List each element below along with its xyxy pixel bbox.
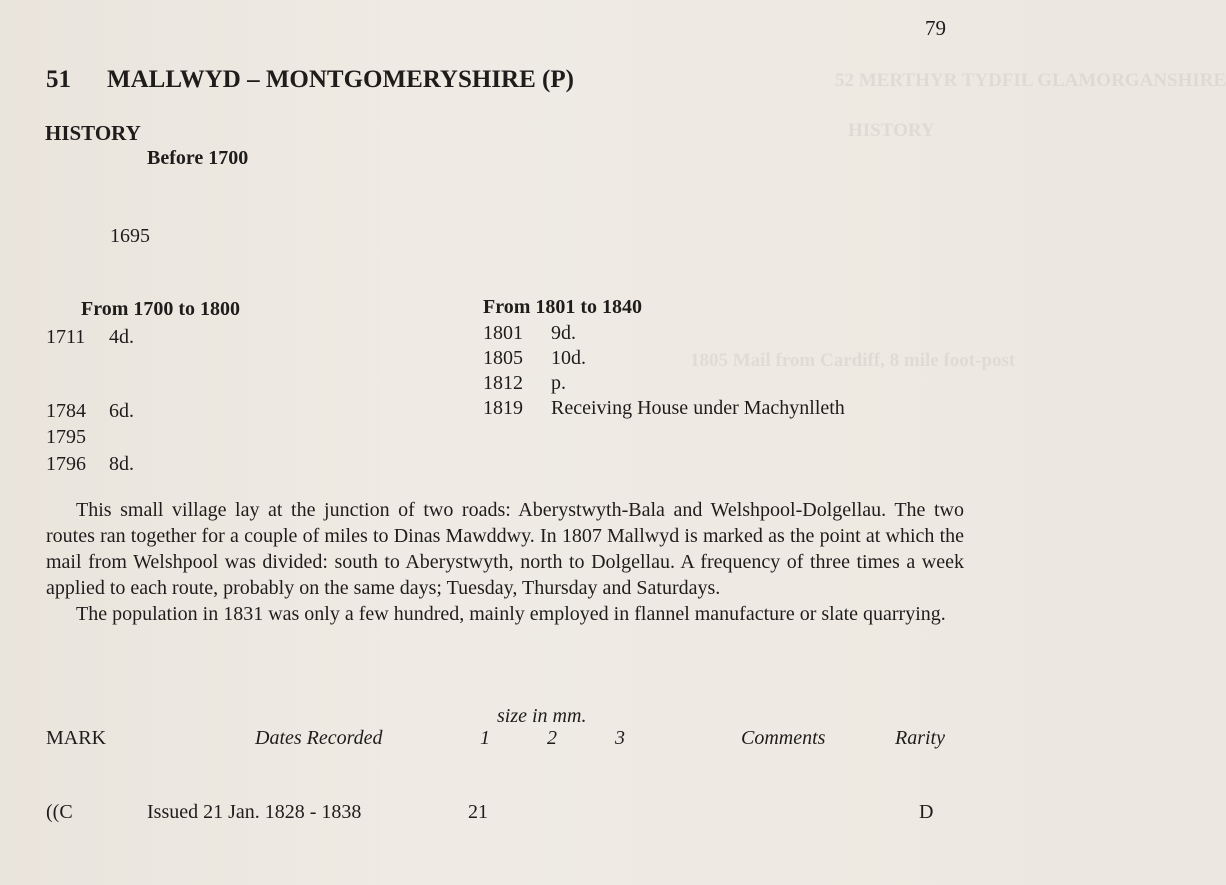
col1-year: 1711	[46, 326, 86, 348]
before-1700-heading: Before 1700	[147, 147, 249, 169]
header-dates: Dates Recorded	[255, 727, 383, 749]
page-number: 79	[925, 16, 946, 40]
size-caption: size in mm.	[497, 705, 587, 727]
col1-year: 1796	[46, 453, 86, 475]
col2-rate: 9d.	[551, 322, 576, 344]
rarity-cell: D	[919, 801, 934, 823]
size1-cell: 21	[468, 801, 488, 823]
col2-rate: Receiving House under Machynlleth	[551, 397, 845, 419]
col2-year: 1805	[483, 347, 523, 369]
col1-year: 1784	[46, 400, 86, 422]
show-through-text: HISTORY	[848, 120, 935, 141]
header-rarity: Rarity	[895, 727, 945, 749]
col1-rate: 4d.	[109, 326, 134, 348]
col1-rate: 8d.	[109, 453, 134, 475]
body-text	[46, 497, 964, 627]
history-heading: HISTORY	[45, 121, 141, 145]
col2-year: 1801	[483, 322, 523, 344]
show-through-text: 1805 Mail from Cardiff, 8 mile foot-post	[690, 350, 1016, 371]
paragraph: This small village lay at the junction of two roads: Aberystwyth-Bala and Welshpool-Dolgellau. The two routes ran together for a couple of miles to Dinas Mawddwy. In 1807 Mallwyd is marked as the point at which the mail from Welshpool was divided: south to Aberystwyth, north to Dolgellau. A frequency of three times a week applied to each route, probably on the same days; Tuesday, Thursday and Saturdays.	[46, 499, 964, 599]
entry-heading	[46, 66, 574, 94]
paragraph: The population in 1831 was only a few hundred, mainly employed in flannel manufacture or slate quarrying.	[76, 603, 946, 625]
col2-rate: 10d.	[551, 347, 586, 369]
header-size-3: 3	[615, 727, 625, 749]
year-1695: 1695	[110, 225, 150, 247]
col1-row	[46, 326, 85, 349]
col2-year: 1812	[483, 372, 523, 394]
mark-cell: ((C	[46, 801, 73, 823]
col2-year: 1819	[483, 397, 523, 419]
col1-heading: From 1700 to 1800	[81, 298, 241, 320]
header-size-2: 2	[547, 727, 557, 749]
header-mark: MARK	[46, 727, 107, 749]
header-size-1: 1	[480, 727, 490, 749]
entry-title: MALLWYD – MONTGOMERYSHIRE (P)	[107, 66, 574, 93]
show-through-text: 52 MERTHYR TYDFIL GLAMORGANSHIRE	[835, 70, 1226, 91]
col2-heading: From 1801 to 1840	[483, 296, 643, 318]
col1-rate: 6d.	[109, 400, 134, 422]
entry-number: 51	[46, 66, 71, 93]
col1-year: 1795	[46, 426, 86, 448]
header-comments: Comments	[741, 727, 826, 749]
dates-cell: Issued 21 Jan. 1828 - 1838	[147, 801, 362, 823]
col2-rate: p.	[551, 372, 566, 394]
